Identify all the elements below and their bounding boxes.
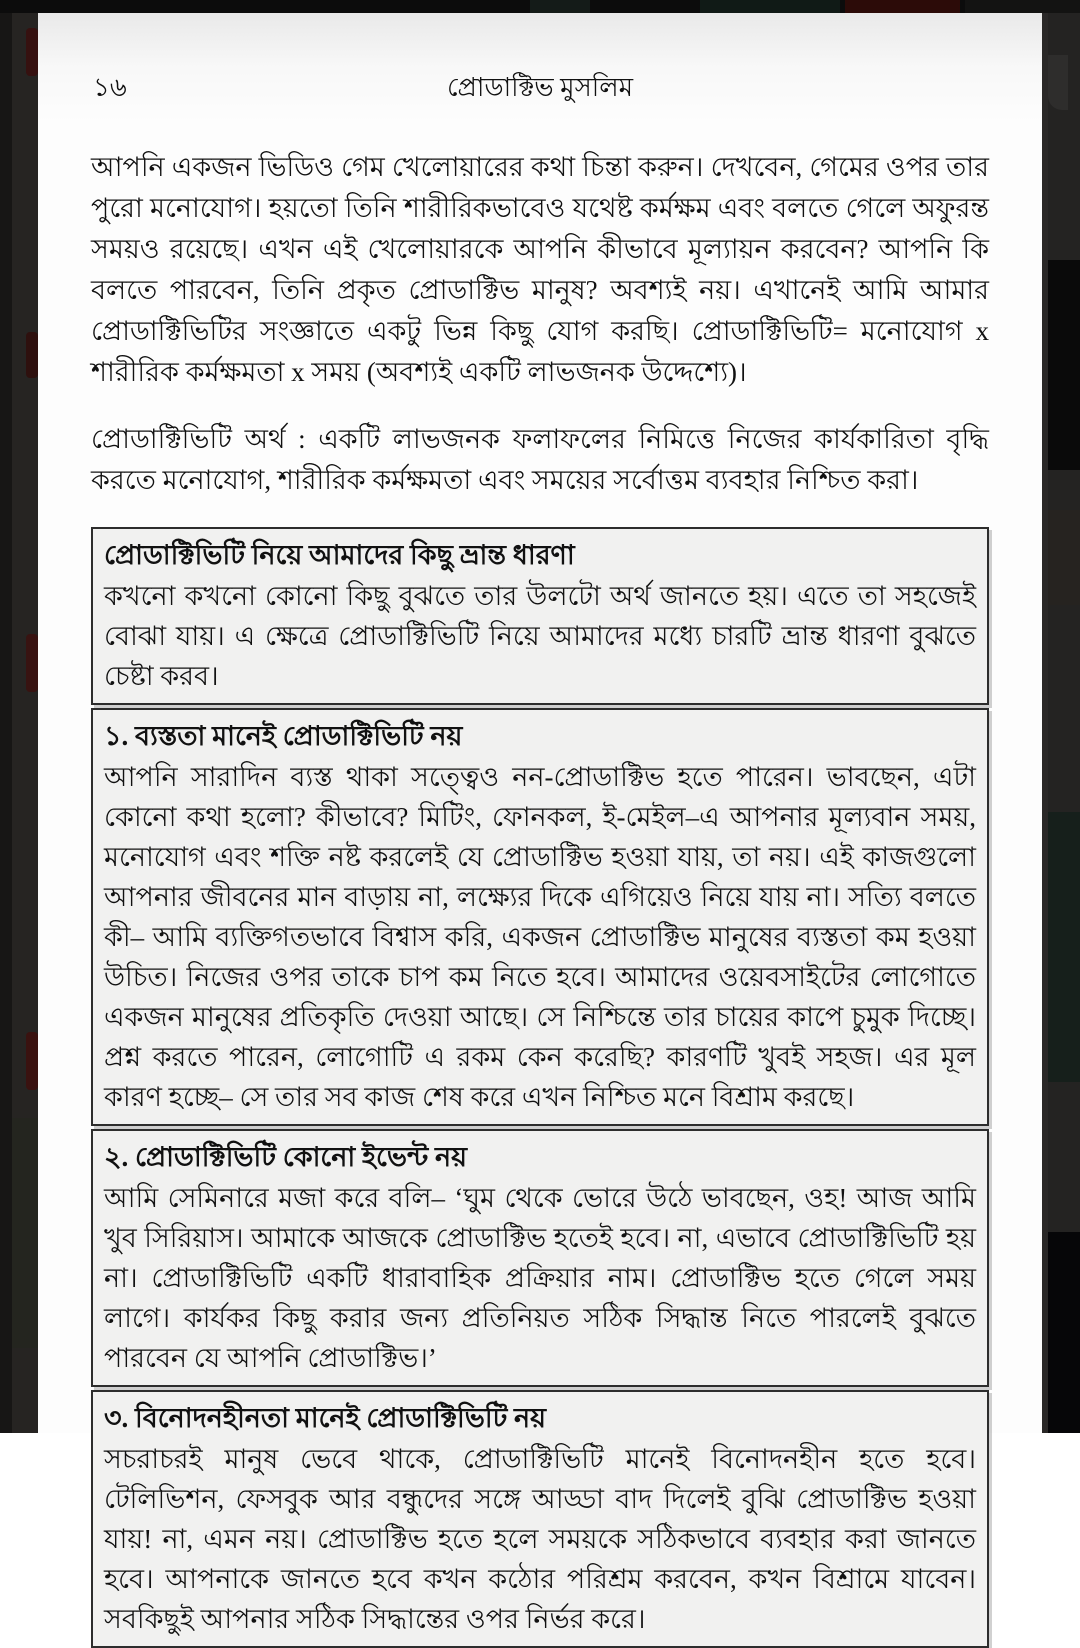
box-body: আপনি সারাদিন ব্যস্ত থাকা সত্ত্বেও নন-প্রোডাক্টিভ হতে পারেন। ভাবছেন, এটা কোনো কথা হলো? কীভাবে? মিটিং, ফোনকল, ই-মেইল–এ আপনার মূল্যবান সময়, মনোযোগ এবং শক্তি নষ্ট করলেই যে প্রোডাক্টিভ হওয়া যায়, তা নয়। এই কাজগুলো আপনার জীবনের মান বাড়ায় না, লক্ষ্যের দিকে এগিয়েও নিয়ে যায় না। সত্যি বলতে কী– আমি ব্যক্তিগতভাবে বিশ্বাস করি, একজন প্রোডাক্টিভ মানুষের ব্যস্ততা কম হওয়া উচিত। নিজের ওপর তাকে চাপ কম নিতে হবে। আমাদের ওয়েবসাইটের লোগোতে একজন মানুষের প্রতিকৃতি দেওয়া আছে। সে নিশ্চিন্তে তার চায়ের কাপে চুমুক দিচ্ছে। প্রশ্ন করতে পারেন, লোগোটি এ রকম কেন করেছি? কারণটি খুবই সহজ। এর মূল কারণ হচ্ছে– সে তার সব কাজ শেষ করে এখন নিশ্চিত মনে বিশ্রাম করছে। [104,762,976,1112]
backdrop-right-strip [1042,0,1080,1433]
backdrop-fragment [1048,260,1080,470]
page-content [38,71,1042,1648]
box-body: কখনো কখনো কোনো কিছু বুঝতে তার উলটো অর্থ জানতে হয়। এতে তা সহজেই বোঝা যায়। এ ক্ষেত্রে প্রোডাক্টিভিটি নিয়ে আমাদের মধ্যে চারটি ভ্রান্ত ধারণা বুঝতে চেষ্টা করব। [104,581,976,691]
box-body: আমি সেমিনারে মজা করে বলি– ‘ঘুম থেকে ভোরে উঠে ভাবছেন, ওহ! আজ আমি খুব সিরিয়াস। আমাকে আজকে প্রোডাক্টিভ হতেই হবে। না, এভাবে প্রোডাক্টিভিটি হয় না। প্রোডাক্টিভিটি একটি ধারাবাহিক প্রক্রিয়ার নাম। প্রোডাক্টিভ হতে গেলে সময় লাগে। কার্যকর কিছু করার জন্য প্রতিনিয়ত সঠিক সিদ্ধান্ত নিতে পারলেই বুঝতে পারবেন যে আপনি প্রোডাক্টিভ।’ [104,1183,976,1373]
misconception-intro-box [91,527,989,705]
backdrop-fragment [26,28,38,76]
backdrop-fragment [12,1118,38,1348]
backdrop-fragment [530,0,590,13]
backdrop-top-strip [0,0,1080,13]
box-heading: ১. ব্যস্ততা মানেই প্রোডাক্টিভিটি নয় [104,721,463,751]
page-number: ১৬ [93,73,127,102]
body-paragraph: আপনি একজন ভিডিও গেম খেলোয়ারের কথা চিন্তা করুন। দেখবেন, গেমের ওপর তার পুরো মনোযোগ। হয়তো তিনি শারীরিকভাবেও যথেষ্ট কর্মক্ষম এবং বলতে গেলে অফুরন্ত সময়ও রয়েছে। এখন এই খেলোয়ারকে আপনি কীভাবে মূল্যায়ন করবেন? আপনি কি বলতে পারবেন, তিনি প্রকৃত প্রোডাক্টিভ মানুষ? অবশ্যই নয়। এখানেই আমি আমার প্রোডাক্টিভিটির সংজ্ঞাতে একটু ভিন্ন কিছু যোগ করছি। প্রোডাক্টিভিটি= মনোযোগ x শারীরিক কর্মক্ষমতা x সময় (অবশ্যই একটি লাভজনক উদ্দেশ্যে)। [91,152,989,387]
backdrop-fragment [1048,812,1080,1082]
backdrop-fragment [26,1032,38,1090]
misconception-box-stack [91,527,989,1648]
backdrop-fragment [1048,1232,1080,1433]
backdrop-fragment [1048,55,1068,110]
misconception-box-3 [91,1390,989,1648]
box-heading: ৩. বিনোদনহীনতা মানেই প্রোডাক্টিভিটি নয় [104,1403,547,1433]
running-head-title: প্রোডাক্টিভ মুসলিম [446,73,634,102]
book-page[interactable] [38,13,1042,1634]
backdrop-fragment [1048,510,1080,605]
box-body: সচরাচরই মানুষ ভেবে থাকে, প্রোডাক্টিভিটি মানেই বিনোদনহীন হতে হবে। টেলিভিশন, ফেসবুক আর বন্ধুদের সঙ্গে আড্ডা বাদ দিলেই বুঝি প্রোডাক্টিভ হওয়া যায়! না, এমন নয়। প্রোডাক্টিভ হতে হলে সময়কে সঠিকভাবে ব্যবহার করা জানতে হবে। আপনাকে জানতে হবে কখন কঠোর পরিশ্রম করবেন, কখন বিশ্রামে যাবেন। সবকিছুই আপনার সঠিক সিদ্ধান্তের ওপর নির্ভর করে। [104,1444,976,1634]
backdrop-left-strip [0,0,38,1433]
backdrop-fragment [965,0,1080,13]
backdrop-fragment [700,0,840,13]
page-header [91,71,989,105]
backdrop-fragment [26,332,38,378]
backdrop-fragment [845,0,960,13]
box-heading: প্রোডাক্টিভিটি নিয়ে আমাদের কিছু ভ্রান্ত ধারণা [104,540,575,570]
definition-paragraph: প্রোডাক্টিভিটি অর্থ : একটি লাভজনক ফলাফলের নিমিত্তে নিজের কার্যকারিতা বৃদ্ধি করতে মনোযোগ, শারীরিক কর্মক্ষমতা এবং সময়ের সর্বোত্তম ব্যবহার নিশ্চিত করা। [91,424,989,495]
misconception-box-2 [91,1129,989,1387]
backdrop-fragment [26,634,38,692]
box-heading: ২. প্রোডাক্টিভিটি কোনো ইভেন্ট নয় [104,1142,467,1172]
misconception-box-1 [91,708,989,1126]
